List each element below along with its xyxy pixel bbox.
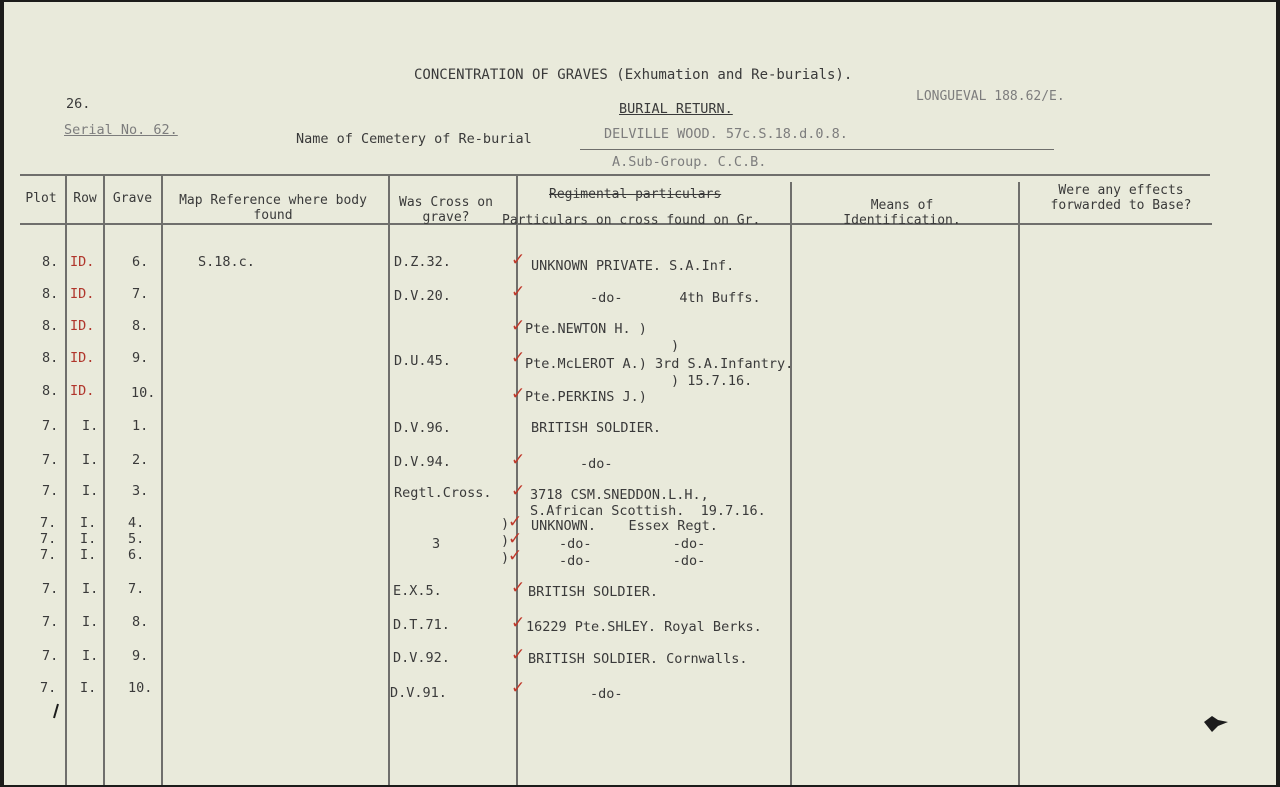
ink-blot — [1202, 712, 1230, 734]
row-grave: 9. — [132, 350, 149, 366]
row-map-reference: S.18.c. — [198, 254, 255, 270]
row-cross: D.U.45. — [394, 353, 451, 369]
header-effects: Were any effects forwarded to Base? — [1050, 183, 1192, 213]
row-plot: 7. — [40, 547, 57, 563]
row-grave: 10. — [128, 680, 153, 696]
document-title: CONCENTRATION OF GRAVES (Exhumation and Re-burials). — [414, 67, 853, 83]
row-row: I. — [82, 614, 99, 630]
row-grave: 8. — [132, 318, 149, 334]
row-plot: 7. — [42, 614, 59, 630]
row-grave: 1. — [132, 418, 149, 434]
row-particulars: -do- 4th Buffs. — [590, 290, 761, 306]
col-divider-particulars — [790, 182, 792, 785]
check-icon: ✓ — [511, 645, 526, 665]
row-cross: E.X.5. — [393, 583, 442, 599]
row-grave: 5. — [128, 531, 145, 547]
row-particulars: BRITISH SOLDIER. — [528, 584, 659, 600]
col-divider-means — [1018, 182, 1020, 785]
row-particulars: UNKNOWN PRIVATE. S.A.Inf. — [531, 258, 735, 274]
header-grave: Grave — [112, 191, 153, 206]
row-cross: D.Z.32. — [394, 254, 451, 270]
row-cross: D.V.20. — [394, 288, 451, 304]
row-particulars: Pte.McLEROT A.) 3rd S.A.Infantry. — [525, 356, 794, 372]
burial-return-subtitle: BURIAL RETURN. — [619, 101, 733, 117]
row-grave: 6. — [128, 547, 145, 563]
header-row: Row — [73, 191, 97, 206]
row-row: I. — [82, 452, 99, 468]
row-particulars: -do- — [590, 686, 623, 702]
row-row: ID. — [70, 318, 95, 334]
row-plot: 8. — [42, 286, 59, 302]
particulars-continuation: S.African Scottish. 19.7.16. — [530, 503, 766, 519]
check-icon: ✓ — [511, 481, 526, 501]
check-icon: ✓ — [511, 348, 526, 368]
check-icon: ✓ — [508, 512, 523, 532]
check-icon: ✓ — [508, 546, 523, 566]
location-reference: LONGUEVAL 188.62/E. — [916, 89, 1065, 104]
row-row: ID. — [70, 383, 95, 399]
row-plot: 7. — [42, 418, 59, 434]
row-grave: 6. — [132, 254, 149, 270]
check-icon: ✓ — [511, 678, 526, 698]
header-regimental-struck: Regimental particulars — [549, 187, 722, 202]
row-plot: 7. — [40, 515, 57, 531]
cemetery-value: DELVILLE WOOD. 57c.S.18.d.0.8. — [604, 126, 848, 142]
row-particulars: BRITISH SOLDIER. Cornwalls. — [528, 651, 748, 667]
row-particulars: Pte.PERKINS J.) — [525, 389, 647, 405]
sub-group: A.Sub-Group. C.C.B. — [612, 154, 767, 170]
col-divider-grave — [161, 174, 163, 785]
row-row: ID. — [70, 254, 95, 270]
header-means-identification: Means of Identification. — [843, 198, 961, 228]
row-cross: D.V.96. — [394, 420, 451, 436]
row-plot: 7. — [42, 581, 59, 597]
row-row: I. — [80, 531, 97, 547]
row-plot: 7. — [42, 648, 59, 664]
row-particulars: -do- -do- — [559, 553, 706, 569]
bracket-mark: ) — [501, 550, 510, 566]
row-particulars: 3718 CSM.SNEDDON.L.H., — [530, 487, 709, 503]
row-particulars: Pte.NEWTON H. ) — [525, 321, 647, 337]
row-row: I. — [82, 648, 99, 664]
row-plot: 8. — [42, 350, 59, 366]
ink-mark — [50, 702, 62, 720]
check-icon: ✓ — [511, 282, 526, 302]
row-row: I. — [82, 581, 99, 597]
header-map-reference: Map Reference where body found — [179, 193, 367, 223]
row-plot: 8. — [42, 318, 59, 334]
check-icon: ✓ — [511, 578, 526, 598]
row-row: ID. — [70, 286, 95, 302]
row-row: I. — [80, 547, 97, 563]
row-row: ID. — [70, 350, 95, 366]
row-grave: 3. — [132, 483, 149, 499]
cemetery-underline — [580, 149, 1054, 150]
row-particulars: -do- — [580, 456, 613, 472]
burial-return-form — [4, 2, 1276, 785]
row-row: I. — [82, 483, 99, 499]
check-icon: ✓ — [511, 316, 526, 336]
row-particulars: BRITISH SOLDIER. — [531, 420, 662, 436]
bracket-date: ) 15.7.16. — [671, 373, 753, 389]
row-grave: 4. — [128, 515, 145, 531]
row-grave: 2. — [132, 452, 149, 468]
check-icon: ✓ — [511, 613, 526, 633]
row-particulars: 16229 Pte.SHLEY. Royal Berks. — [526, 619, 762, 635]
row-plot: 8. — [42, 383, 59, 399]
row-cross: D.V.94. — [394, 454, 451, 470]
row-plot: 7. — [40, 531, 57, 547]
header-was-cross: Was Cross on grave? — [399, 195, 493, 225]
row-grave: 7. — [128, 581, 145, 597]
row-grave: 8. — [132, 614, 149, 630]
header-plot: Plot — [25, 191, 57, 206]
row-grave: 9. — [132, 648, 149, 664]
sheet-number: 26. — [66, 96, 91, 112]
row-row: I. — [80, 680, 97, 696]
row-cross: D.V.92. — [393, 650, 450, 666]
row-cross: D.V.91. — [390, 685, 447, 701]
col-divider-row — [103, 174, 105, 785]
row-cross: D.T.71. — [393, 617, 450, 633]
row-grave: 7. — [132, 286, 149, 302]
bracket-mark: ) — [501, 516, 510, 532]
row-plot: 7. — [42, 452, 59, 468]
check-icon: ✓ — [511, 450, 526, 470]
row-cross: 3 — [432, 536, 441, 552]
cemetery-label: Name of Cemetery of Re-burial — [296, 131, 532, 147]
check-icon: ✓ — [511, 250, 526, 270]
row-grave: 10. — [131, 385, 156, 401]
bracket-mark: ) — [671, 338, 680, 354]
row-plot: 8. — [42, 254, 59, 270]
check-icon: ✓ — [511, 384, 526, 404]
table-top-rule — [20, 174, 1210, 176]
header-particulars: Particulars on cross found on Gr. — [502, 213, 761, 228]
row-particulars: UNKNOWN. Essex Regt. — [531, 518, 718, 534]
row-plot: 7. — [42, 483, 59, 499]
row-particulars: -do- -do- — [559, 536, 706, 552]
row-cross: Regtl.Cross. — [394, 485, 492, 501]
serial-number: Serial No. 62. — [64, 122, 178, 138]
row-plot: 7. — [40, 680, 57, 696]
row-row: I. — [82, 418, 99, 434]
check-icon: ✓ — [508, 529, 523, 549]
col-divider-plot — [65, 174, 67, 785]
bracket-mark: ) — [501, 533, 510, 549]
row-row: I. — [80, 515, 97, 531]
